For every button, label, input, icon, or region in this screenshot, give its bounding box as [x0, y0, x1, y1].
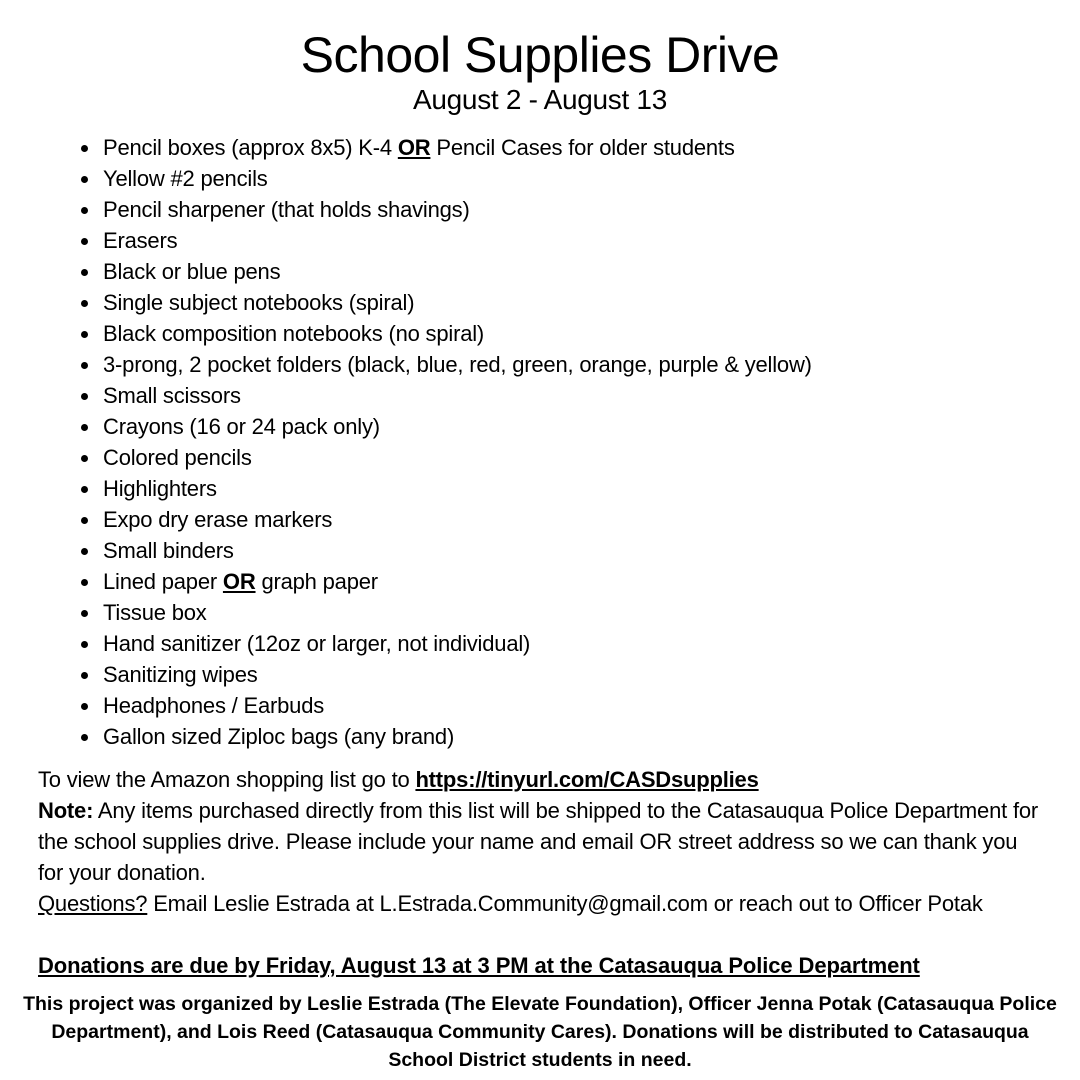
list-item: Lined paper OR graph paper	[103, 566, 812, 597]
questions-line	[38, 888, 1048, 919]
amazon-line: To view the Amazon shopping list go to https://tinyurl.com/CASDsupplies	[38, 767, 759, 792]
list-item: Pencil sharpener (that holds shavings)	[103, 194, 812, 225]
info-section	[38, 764, 1048, 919]
list-item: Headphones / Earbuds	[103, 690, 812, 721]
list-item: Small scissors	[103, 380, 812, 411]
or-emphasis: OR	[222, 569, 256, 594]
list-item: Colored pencils	[103, 442, 812, 473]
list-item: Black or blue pens	[103, 256, 812, 287]
date-range: August 2 - August 13	[413, 84, 667, 115]
list-item: Small binders	[103, 535, 812, 566]
list-item: Sanitizing wipes	[103, 659, 812, 690]
list-item: Black composition notebooks (no spiral)	[103, 318, 812, 349]
questions-label: Questions?	[38, 891, 148, 916]
note-paragraph	[38, 795, 1048, 888]
supply-list	[103, 132, 812, 752]
list-item: Single subject notebooks (spiral)	[103, 287, 812, 318]
list-item: Highlighters	[103, 473, 812, 504]
list-item: Erasers	[103, 225, 812, 256]
or-emphasis: OR	[397, 135, 431, 160]
questions-text: Email Leslie Estrada at L.Estrada.Community@gmail.com or reach out to Officer Potak	[147, 891, 983, 916]
note-label: Note:	[38, 798, 94, 823]
list-item: Tissue box	[103, 597, 812, 628]
list-item: Crayons (16 or 24 pack only)	[103, 411, 812, 442]
deadline-notice: Donations are due by Friday, August 13 at 3 PM at the Catasauqua Police Department	[38, 953, 920, 978]
list-item: Pencil boxes (approx 8x5) K-4 OR Pencil Cases for older students	[103, 132, 812, 163]
list-item: Expo dry erase markers	[103, 504, 812, 535]
list-item: Hand sanitizer (12oz or larger, not individual)	[103, 628, 812, 659]
note-text: Any items purchased directly from this list will be shipped to the Catasauqua Police Department for the school supplies drive. Please include your name and email OR street address so we can thank you for your donation.	[38, 798, 1039, 885]
list-item: 3-prong, 2 pocket folders (black, blue, red, green, orange, purple & yellow)	[103, 349, 812, 380]
page-title: School Supplies Drive	[300, 27, 780, 83]
list-item: Gallon sized Ziploc bags (any brand)	[103, 721, 812, 752]
amazon-list-link[interactable]: https://tinyurl.com/CASDsupplies	[415, 767, 759, 792]
credits-paragraph: This project was organized by Leslie Estrada (The Elevate Foundation), Officer Jenna Potak (Catasauqua Police Department), and Lois Reed (Catasauqua Community Cares). Donations will be distributed to Catasauqua School District students in need.	[23, 993, 1057, 1071]
list-item: Yellow #2 pencils	[103, 163, 812, 194]
